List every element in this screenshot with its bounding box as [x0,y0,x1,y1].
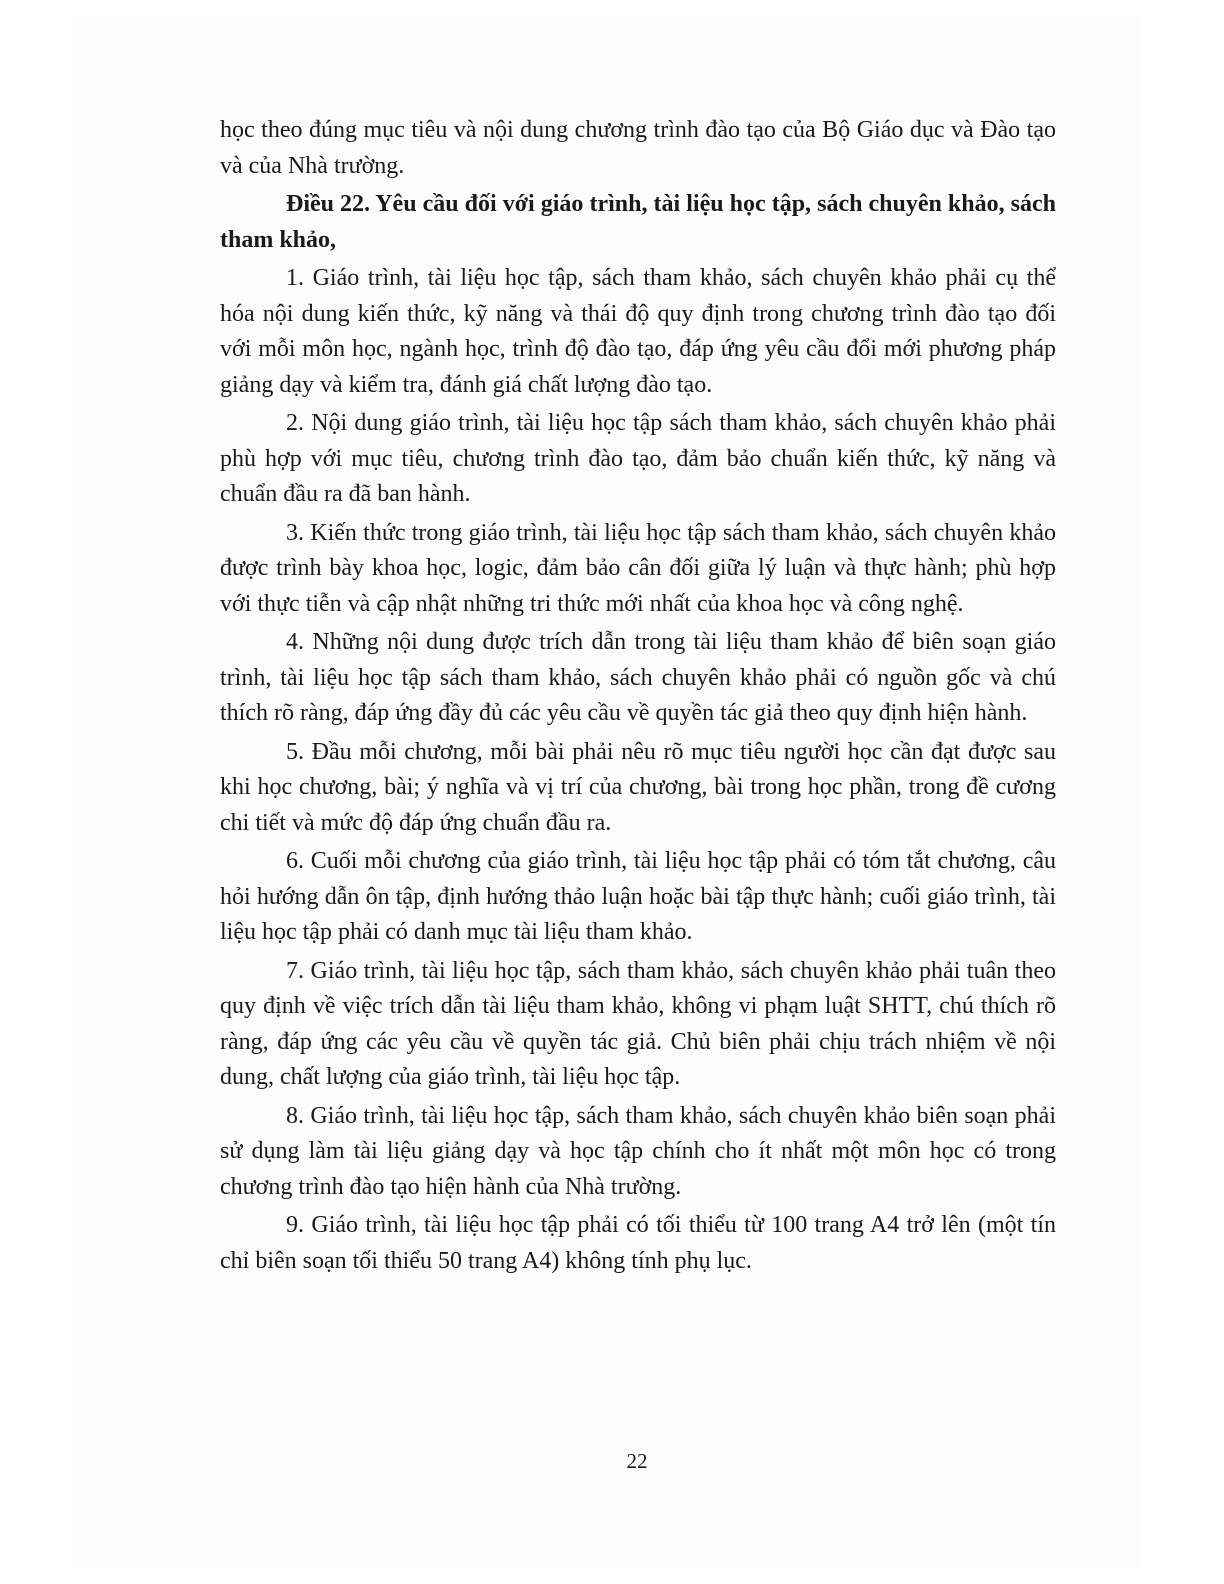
document-body [220,113,1056,1282]
page-number: 22 [626,1449,648,1473]
article-heading: Điều 22. Yêu cầu đối với giáo trình, tài liệu học tập, sách chuyên khảo, sách tham khảo, [220,191,1056,253]
clause-5: 5. Đầu mỗi chương, mỗi bài phải nêu rõ mục tiêu người học cần đạt được sau khi học chương, bài; ý nghĩa và vị trí của chương, bài trong học phần, trong đề cương chi tiết và mức độ đáp ứng chuẩn đầu ra. [220,738,1056,836]
clause-9: 9. Giáo trình, tài liệu học tập phải có tối thiểu từ 100 trang A4 trở lên (một tín chỉ biên soạn tối thiểu 50 trang A4) không tính phụ lục. [220,1212,1056,1274]
clause-1: 1. Giáo trình, tài liệu học tập, sách tham khảo, sách chuyên khảo phải cụ thể hóa nội dung kiến thức, kỹ năng và thái độ quy định trong chương trình đào tạo đối với mỗi môn học, ngành học, trình độ đào tạo, đáp ứng yêu cầu đổi mới phương pháp giảng dạy và kiểm tra, đánh giá chất lượng đào tạo. [220,265,1056,398]
continuation-paragraph: học theo đúng mục tiêu và nội dung chương trình đào tạo của Bộ Giáo dục và Đào tạo và của Nhà trường. [220,117,1056,179]
clause-2: 2. Nội dung giáo trình, tài liệu học tập sách tham khảo, sách chuyên khảo phải phù hợp với mục tiêu, chương trình đào tạo, đảm bảo chuẩn kiến thức, kỹ năng và chuẩn đầu ra đã ban hành. [220,410,1056,507]
clause-4: 4. Những nội dung được trích dẫn trong tài liệu tham khảo để biên soạn giáo trình, tài liệu học tập sách tham khảo, sách chuyên khảo phải có nguồn gốc và chú thích rõ ràng, đáp ứng đầy đủ các yêu cầu về quyền tác giả theo quy định hiện hành. [220,629,1056,726]
clause-6: 6. Cuối mỗi chương của giáo trình, tài liệu học tập phải có tóm tắt chương, câu hỏi hướng dẫn ôn tập, định hướng thảo luận hoặc bài tập thực hành; cuối giáo trình, tài liệu học tập phải có danh mục tài liệu tham khảo. [220,848,1056,945]
clause-8: 8. Giáo trình, tài liệu học tập, sách tham khảo, sách chuyên khảo biên soạn phải sử dụng làm tài liệu giảng dạy và học tập chính cho ít nhất một môn học có trong chương trình đào tạo hiện hành của Nhà trường. [220,1102,1056,1200]
clause-3: 3. Kiến thức trong giáo trình, tài liệu học tập sách tham khảo, sách chuyên khảo được trình bày khoa học, logic, đảm bảo cân đối giữa lý luận và thực hành; phù hợp với thực tiễn và cập nhật những tri thức mới nhất của khoa học và công nghệ. [220,519,1056,617]
clause-7: 7. Giáo trình, tài liệu học tập, sách tham khảo, sách chuyên khảo phải tuân theo quy định về việc trích dẫn tài liệu tham khảo, không vi phạm luật SHTT, chú thích rõ ràng, đáp ứng các yêu cầu về quyền tác giả. Chủ biên phải chịu trách nhiệm về nội dung, chất lượng của giáo trình, tài liệu học tập. [220,957,1056,1090]
